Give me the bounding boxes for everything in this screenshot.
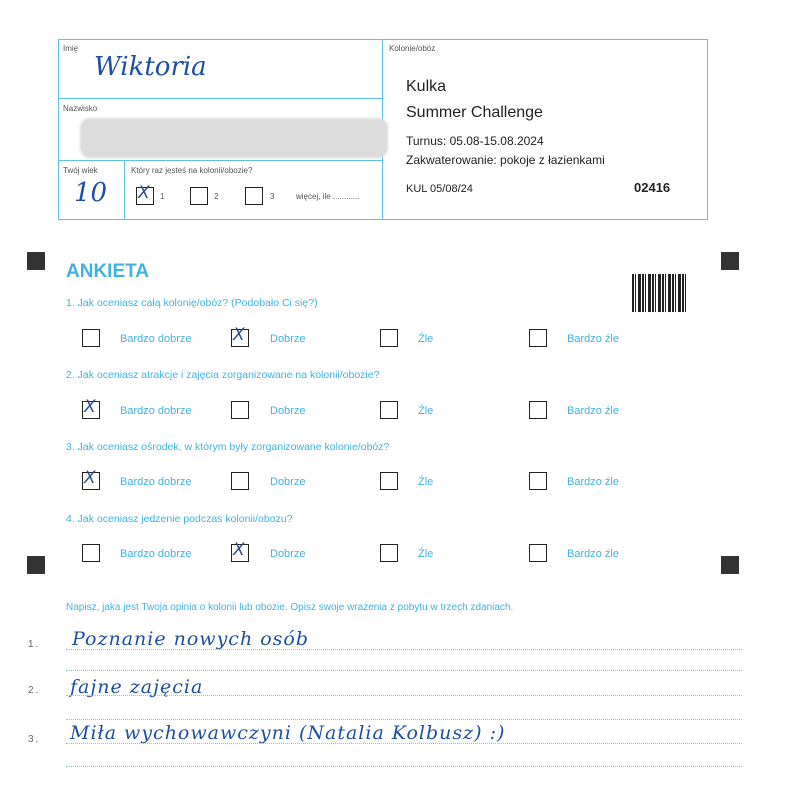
registration-mark bbox=[27, 252, 45, 270]
option-label: Bardzo dobrze bbox=[120, 333, 192, 345]
zakwaterowanie: Zakwaterowanie: pokoje z łazienkami bbox=[406, 153, 605, 167]
writing-line bbox=[66, 649, 742, 650]
survey-title: ANKIETA bbox=[66, 261, 150, 282]
writing-line bbox=[66, 766, 742, 767]
nazwisko-label: Nazwisko bbox=[63, 104, 98, 113]
redacted-surname bbox=[80, 118, 388, 158]
camp-name-2: Summer Challenge bbox=[406, 104, 543, 121]
q4-bardzo-zle-checkbox[interactable] bbox=[529, 544, 547, 562]
form-number: 02416 bbox=[634, 180, 671, 195]
line-number-2: 2. bbox=[28, 685, 41, 696]
option-label: Dobrze bbox=[270, 548, 306, 560]
option-label: Źle bbox=[418, 548, 434, 560]
registration-mark bbox=[721, 252, 739, 270]
writing-line bbox=[66, 695, 742, 696]
question-2: 2. Jak oceniasz atrakcje i zajęcia zorganizowane na kolonii/obozie? bbox=[66, 369, 380, 381]
imie-value[interactable]: Wiktoria bbox=[94, 52, 207, 82]
option-label: Źle bbox=[418, 405, 434, 417]
q3-zle-checkbox[interactable] bbox=[380, 472, 398, 490]
option-label: Źle bbox=[418, 476, 434, 488]
q2-bardzo-zle-checkbox[interactable] bbox=[529, 401, 547, 419]
wiek-label: Twój wiek bbox=[63, 166, 98, 175]
option-label: Bardzo źle bbox=[567, 548, 619, 560]
option-label: Bardzo dobrze bbox=[120, 405, 192, 417]
option-label: Dobrze bbox=[270, 333, 306, 345]
registration-mark bbox=[27, 556, 45, 574]
kul-code: KUL 05/08/24 bbox=[406, 183, 473, 195]
writing-line bbox=[66, 719, 742, 720]
option-label: Bardzo źle bbox=[567, 333, 619, 345]
opinion-answer-3[interactable]: Miła wychowawczyni (Natalia Kolbusz) :) bbox=[70, 722, 506, 744]
option-label: Bardzo źle bbox=[567, 476, 619, 488]
registration-mark bbox=[721, 556, 739, 574]
q2-zle-checkbox[interactable] bbox=[380, 401, 398, 419]
option-label: Bardzo źle bbox=[567, 405, 619, 417]
option-label: Źle bbox=[418, 333, 434, 345]
q2-bardzo-dobrze-checkbox[interactable]: X bbox=[82, 401, 100, 419]
option-label: Dobrze bbox=[270, 476, 306, 488]
option-label: Bardzo dobrze bbox=[120, 476, 192, 488]
q1-bardzo-zle-checkbox[interactable] bbox=[529, 329, 547, 347]
barcode-icon bbox=[632, 274, 688, 312]
q4-bardzo-dobrze-checkbox[interactable] bbox=[82, 544, 100, 562]
ktory-checkbox-3[interactable] bbox=[245, 187, 263, 205]
option-label: Bardzo dobrze bbox=[120, 548, 192, 560]
q4-dobrze-checkbox[interactable]: X bbox=[231, 544, 249, 562]
line-number-1: 1. bbox=[28, 639, 41, 650]
q3-dobrze-checkbox[interactable] bbox=[231, 472, 249, 490]
q4-zle-checkbox[interactable] bbox=[380, 544, 398, 562]
writing-line bbox=[66, 743, 742, 744]
wiek-value[interactable]: 10 bbox=[74, 178, 108, 208]
divider bbox=[124, 160, 125, 220]
ktory-option-1: 1 bbox=[160, 192, 165, 201]
imie-label: Imię bbox=[63, 44, 79, 53]
ktory-checkbox-2[interactable] bbox=[190, 187, 208, 205]
q1-dobrze-checkbox[interactable]: X bbox=[231, 329, 249, 347]
q2-dobrze-checkbox[interactable] bbox=[231, 401, 249, 419]
question-3: 3. Jak oceniasz ośrodek, w którym były zorganizowane kolonie/obóz? bbox=[66, 441, 390, 453]
question-4: 4. Jak oceniasz jedzenie podczas kolonii/obozu? bbox=[66, 513, 293, 525]
divider bbox=[58, 98, 382, 99]
q3-bardzo-dobrze-checkbox[interactable]: X bbox=[82, 472, 100, 490]
question-1: 1. Jak oceniasz całą kolonię/obóz? (Podobało Ci się?) bbox=[66, 297, 318, 309]
opinion-answer-2[interactable]: fajne zajęcia bbox=[70, 676, 204, 698]
ktory-label: Który raz jesteś na kolonii/obozie? bbox=[131, 166, 253, 175]
q1-bardzo-dobrze-checkbox[interactable] bbox=[82, 329, 100, 347]
turnus: Turnus: 05.08-15.08.2024 bbox=[406, 134, 544, 148]
line-number-3: 3. bbox=[28, 734, 41, 745]
q3-bardzo-zle-checkbox[interactable] bbox=[529, 472, 547, 490]
option-label: Dobrze bbox=[270, 405, 306, 417]
divider bbox=[58, 160, 382, 161]
q1-zle-checkbox[interactable] bbox=[380, 329, 398, 347]
wiecej-label: więcej, ile ............ bbox=[296, 192, 360, 201]
ktory-option-2: 2 bbox=[214, 192, 219, 201]
opinion-prompt: Napisz, jaka jest Twoja opinia o kolonii lub obozie. Opisz swoje wrażenia z pobytu w trzech zdaniach. bbox=[66, 602, 514, 613]
opinion-answer-1[interactable]: Poznanie nowych osób bbox=[72, 628, 310, 650]
writing-line bbox=[66, 670, 742, 671]
kolonie-label: Kolonie/obóz bbox=[389, 44, 436, 53]
ktory-checkbox-1[interactable]: X bbox=[136, 187, 154, 205]
camp-name-1: Kulka bbox=[406, 78, 447, 95]
ktory-option-3: 3 bbox=[270, 192, 275, 201]
